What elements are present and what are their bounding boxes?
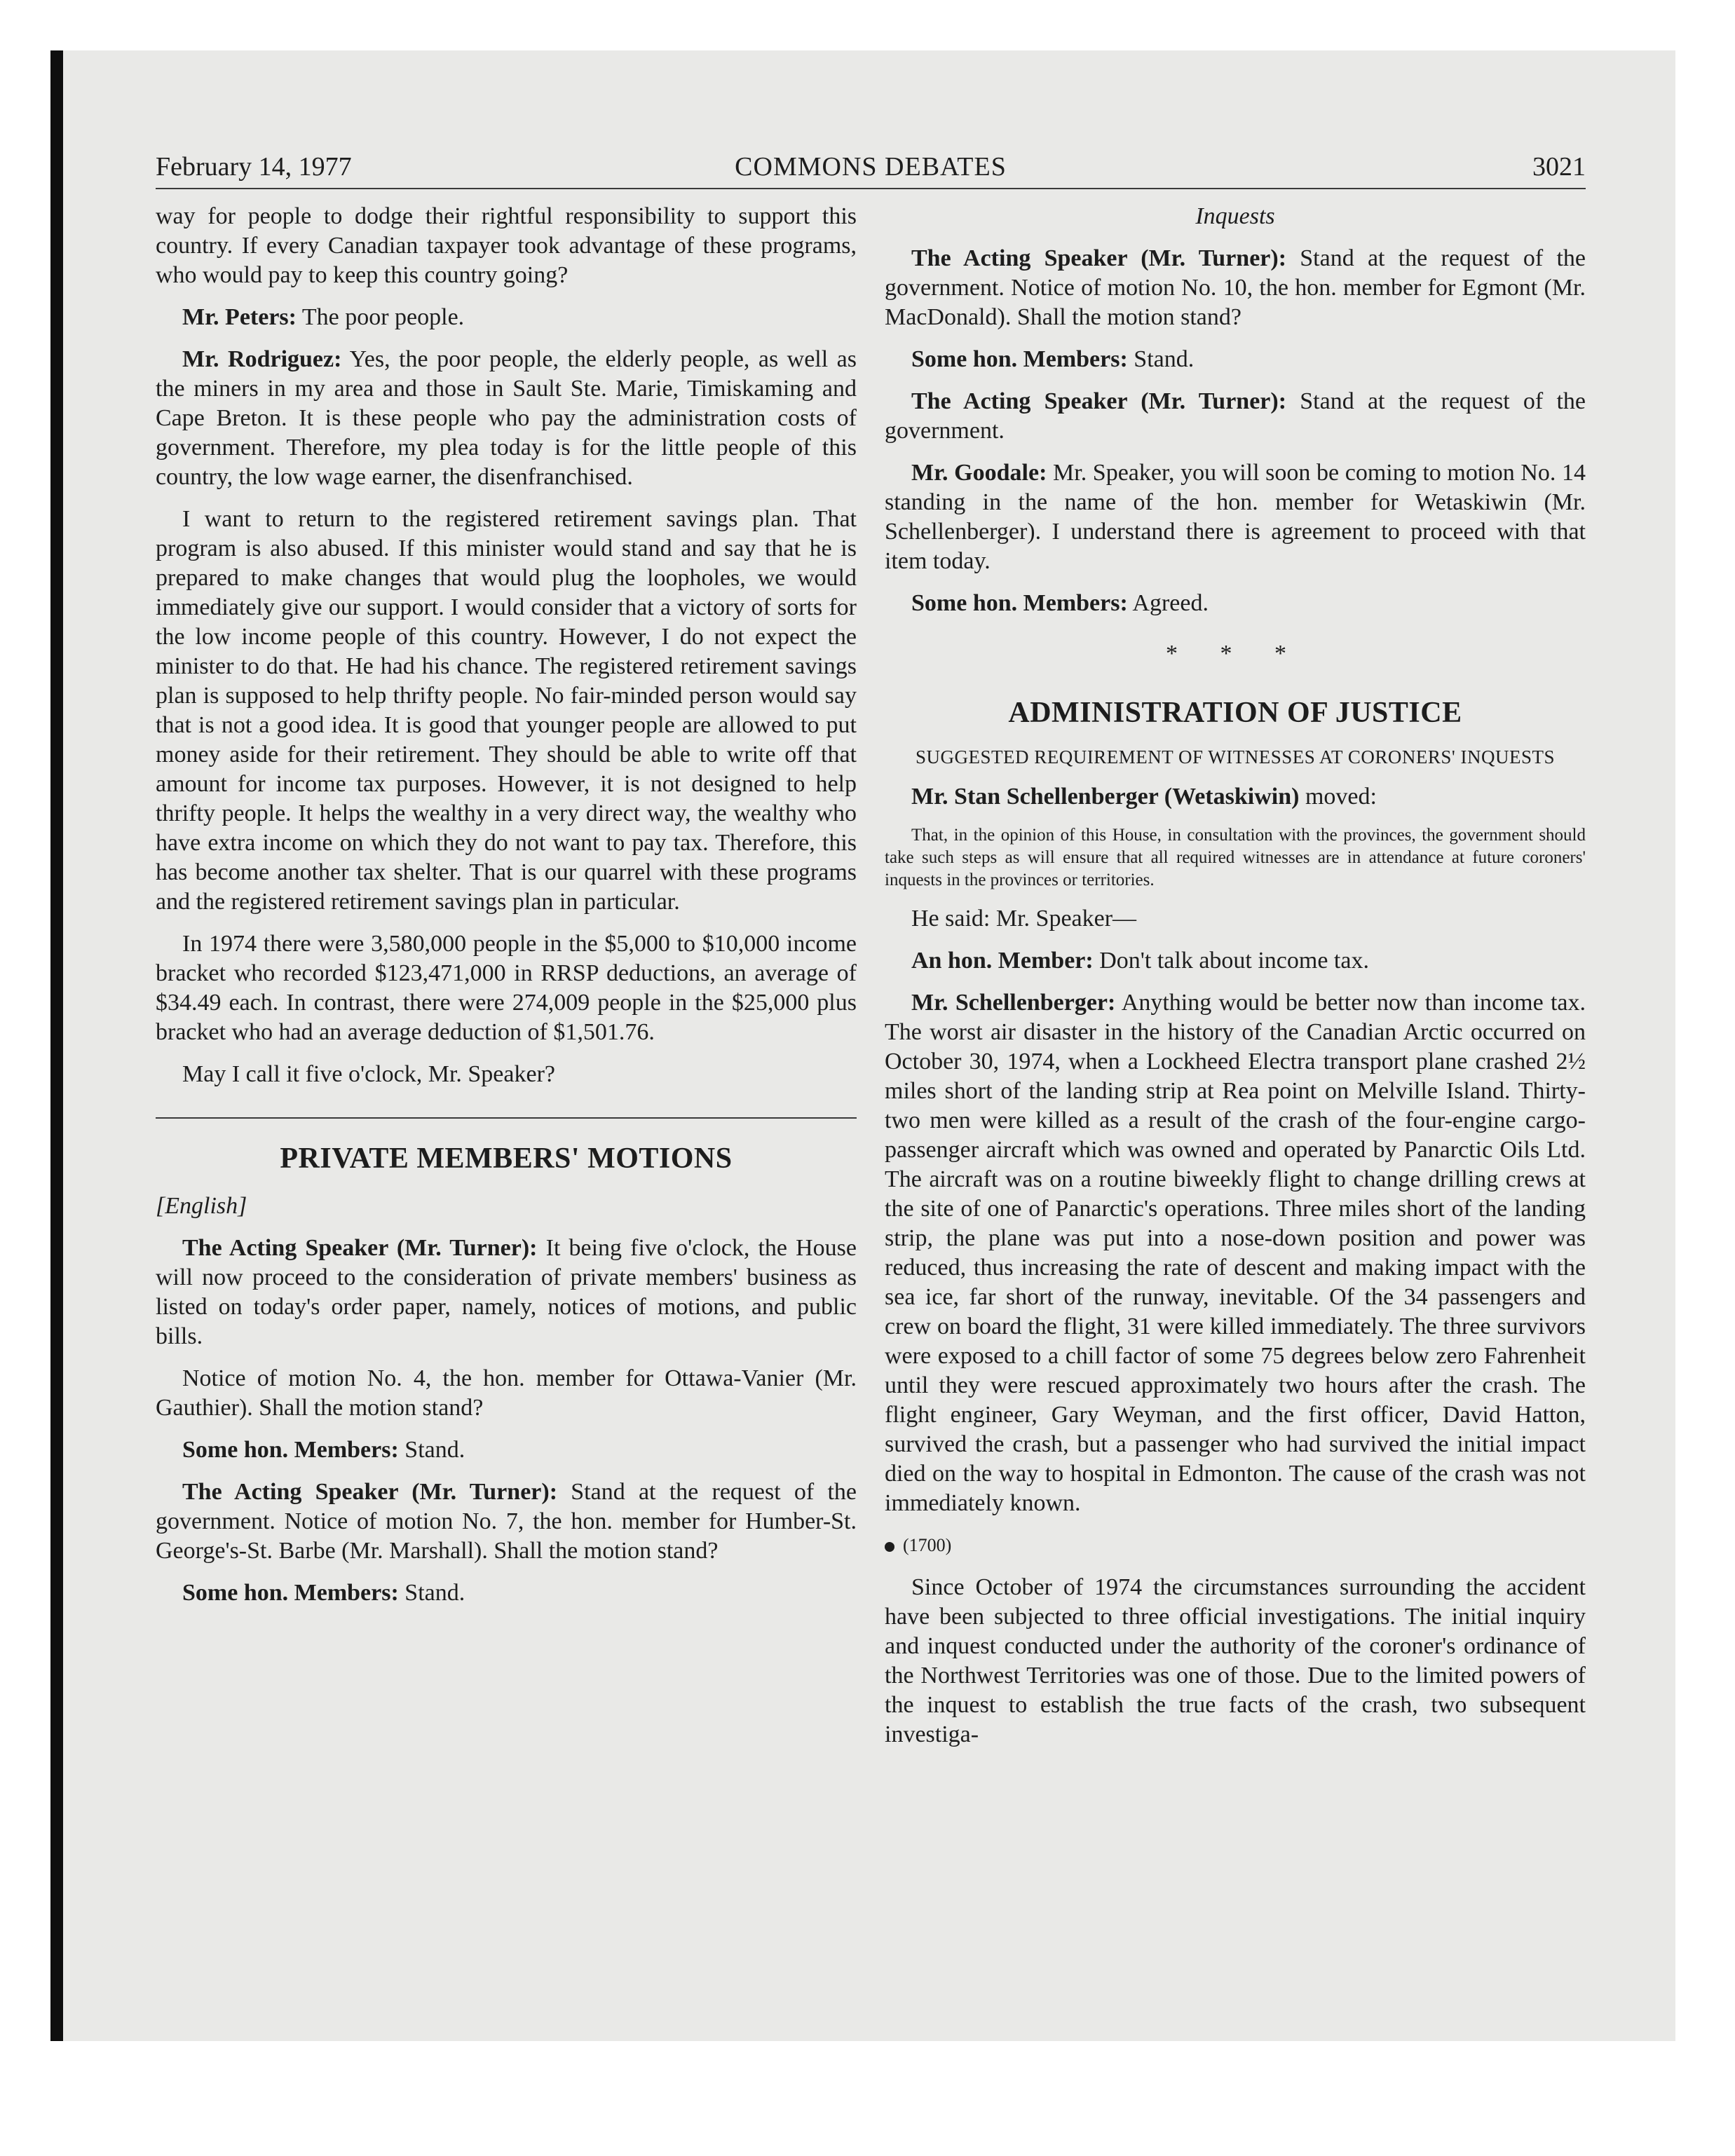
acting-speaker-remark <box>885 387 1586 446</box>
motion-moved <box>885 782 1586 812</box>
scan-left-edge <box>50 50 63 2041</box>
speech-text: Stand at the request of the government. Notice of motion No. 10, the hon. member for Egmont (Mr. MacDonald). Shall the motion stand? <box>885 245 1586 330</box>
members-remark <box>885 345 1586 374</box>
left-column <box>156 202 857 1621</box>
section-subtitle: SUGGESTED REQUIREMENT OF WITNESSES AT CORONERS' INQUESTS <box>916 746 1555 767</box>
header-title: COMMONS DEBATES <box>735 152 1007 182</box>
acting-speaker-remark <box>156 1478 857 1566</box>
speech-text: Agreed. <box>1132 590 1209 616</box>
speech-text: Yes, the poor people, the elderly people, as well as the miners in my area and those in Sault Ste. Marie, Timiskaming and Cape Breton. It is these people who pay the administration costs of government. Therefore, my plea today is for the little people of this country, the low wage earner, the disenfranchised. <box>156 346 857 490</box>
paragraph-since-october: Since October of 1974 the circumstances surrounding the accident have been subjected to three official investigations. The initial inquiry and inquest conducted under the authority of the coroner's ordinance of the Northwest Territories was one of those. Due to the limited powers of the inquest to establish the true facts of the crash, two subsequent investiga- <box>885 1574 1586 1747</box>
speaker-name: Some hon. Members: <box>911 346 1128 372</box>
acting-speaker-remark <box>156 1234 857 1351</box>
header-date: February 14, 1977 <box>156 152 352 182</box>
paragraph-he-said: He said: Mr. Speaker— <box>911 906 1137 932</box>
speech-text: Stand at the request of the government. Notice of motion No. 7, the hon. member for Humber-St. George's-St. Barbe (Mr. Marshall). Shall the motion stand? <box>156 1479 857 1564</box>
paragraph-notice-4: Notice of motion No. 4, the hon. member for Ottawa-Vanier (Mr. Gauthier). Shall the motion stand? <box>156 1365 857 1421</box>
bullet-icon <box>885 1542 894 1552</box>
speech-text: The poor people. <box>301 304 465 330</box>
motion-text: That, in the opinion of this House, in consultation with the provinces, the government should take such steps as will ensure that all required witnesses are in attendance at future coroners' inquests in the provinces or territories. <box>885 826 1586 889</box>
speaker-name: The Acting Speaker (Mr. Turner): <box>182 1235 538 1261</box>
speech-text: moved: <box>1305 784 1377 810</box>
speaker-name: Some hon. Members: <box>182 1580 399 1606</box>
paragraph-rrsp: I want to return to the registered retirement savings plan. That program is also abused. If this minister would stand and say that he is prepared to make changes that would plug the loopholes, we would immediately give our support. I would consider that a victory of sorts for the low income people of this country. However, I do not expect the minister to do that. He had his chance. The registered retirement savings plan is supposed to help thrifty people. No fair-minded person would say that is not a good idea. It is good that younger people are allowed to put money aside for their retirement. They should be able to write off that amount for income tax purposes. However, it is not designed to help thrifty people. It helps the wealthy in a very direct way, the wealthy who have extra income on which they do not want to pay tax. Therefore, this has become another tax shelter. That is our quarrel with these programs and the registered retirement savings plan in particular. <box>156 506 857 915</box>
members-remark <box>156 1578 857 1608</box>
paragraph-1974-statistics: In 1974 there were 3,580,000 people in the $5,000 to $10,000 income bracket who recorded $123,471,000 in RRSP deductions, an average of $34.49 each. In contrast, there were 274,009 people in the $25,000 plus bracket who had an average deduction of $1,501.76. <box>156 931 857 1045</box>
speech-text: Anything would be better now than income tax. The worst air disaster in the history of the Canadian Arctic occurred on October 30, 1974, when a Lockheed Electra transport plane crashed 2½ miles short of the landing strip at Rea point on Melville Island. Thirty-two men were killed as a result of the crash of the four-engine cargo-passenger aircraft which was owned and operated by Panarctic Oils Ltd. The aircraft was on a routine biweekly flight to change drilling crews at the site of one of Panarctic's operations. Three miles short of the landing strip, the plane was put into a nose-down position and power was reduced, thus increasing the rate of descent and making impact with the sea ice, far short of the runway, inevitable. Of the 34 passengers and crew on board the flight, 31 were killed immediately. The three survivors were exposed to a chill factor of some 75 degrees below zero Fahrenheit until they were rescued approximately two hours after the crash. The flight engineer, Gary Weyman, and the first officer, David Hatton, survived the crash, but a passenger who had survived the initial impact died on the way to hospital in Edmonton. The cause of the crash was not immediately known. <box>885 990 1586 1516</box>
speaker-name: The Acting Speaker (Mr. Turner): <box>911 388 1287 414</box>
speech-text: Stand. <box>404 1437 465 1463</box>
hon-member-remark <box>885 946 1586 976</box>
speaker-name: Some hon. Members: <box>182 1437 399 1463</box>
section-title-administration-of-justice: ADMINISTRATION OF JUSTICE <box>1008 697 1462 729</box>
header-rule <box>156 188 1586 189</box>
paragraph-five-oclock: May I call it five o'clock, Mr. Speaker? <box>182 1061 555 1087</box>
speaker-name: Mr. Schellenberger: <box>911 990 1116 1016</box>
speaker-name: Mr. Rodriguez: <box>182 346 342 372</box>
goodale-remark <box>885 458 1586 576</box>
peters-remark <box>156 303 857 332</box>
speech-text: Stand. <box>1134 346 1195 372</box>
right-column <box>885 202 1586 1762</box>
schellenberger-remark <box>885 988 1586 1518</box>
speaker-name: The Acting Speaker (Mr. Turner): <box>911 245 1287 271</box>
speech-text: Don't talk about income tax. <box>1099 948 1369 974</box>
section-divider <box>156 1117 857 1119</box>
speaker-name: Mr. Goodale: <box>911 460 1047 486</box>
speech-text: Stand. <box>404 1580 465 1606</box>
rodriguez-remark <box>156 345 857 492</box>
language-label: [English] <box>156 1193 247 1219</box>
time-marker <box>885 1531 1586 1560</box>
members-remark <box>156 1435 857 1465</box>
section-title-private-members-motions: PRIVATE MEMBERS' MOTIONS <box>280 1142 733 1175</box>
speaker-name: Some hon. Members: <box>911 590 1128 616</box>
time-marker-text: (1700) <box>903 1535 952 1555</box>
speech-text: Mr. Speaker, you will soon be coming to motion No. 14 standing in the name of the hon. member for Wetaskiwin (Mr. Schellenberger). I understand there is agreement to proceed with that item today. <box>885 460 1586 574</box>
speaker-name: Mr. Stan Schellenberger (Wetaskiwin) <box>911 784 1300 810</box>
speaker-name: An hon. Member: <box>911 948 1094 974</box>
speech-text: It being five o'clock, the House will now proceed to the consideration of private members' business as listed on today's order paper, namely, notices of motions, and public bills. <box>156 1235 857 1349</box>
speech-text: Stand at the request of the government. <box>885 388 1586 444</box>
speaker-name: Mr. Peters: <box>182 304 297 330</box>
section-separator-stars: * * * <box>1166 641 1305 667</box>
page-number: 3021 <box>1532 152 1586 182</box>
members-remark <box>885 589 1586 618</box>
acting-speaker-remark <box>885 244 1586 332</box>
subsection-heading-inquests: Inquests <box>1195 203 1275 229</box>
page-header <box>156 146 1586 188</box>
paragraph-continuation: way for people to dodge their rightful responsibility to support this country. If every Canadian taxpayer took advantage of these programs, who would pay to keep this country going? <box>156 203 857 288</box>
speaker-name: The Acting Speaker (Mr. Turner): <box>182 1479 558 1505</box>
